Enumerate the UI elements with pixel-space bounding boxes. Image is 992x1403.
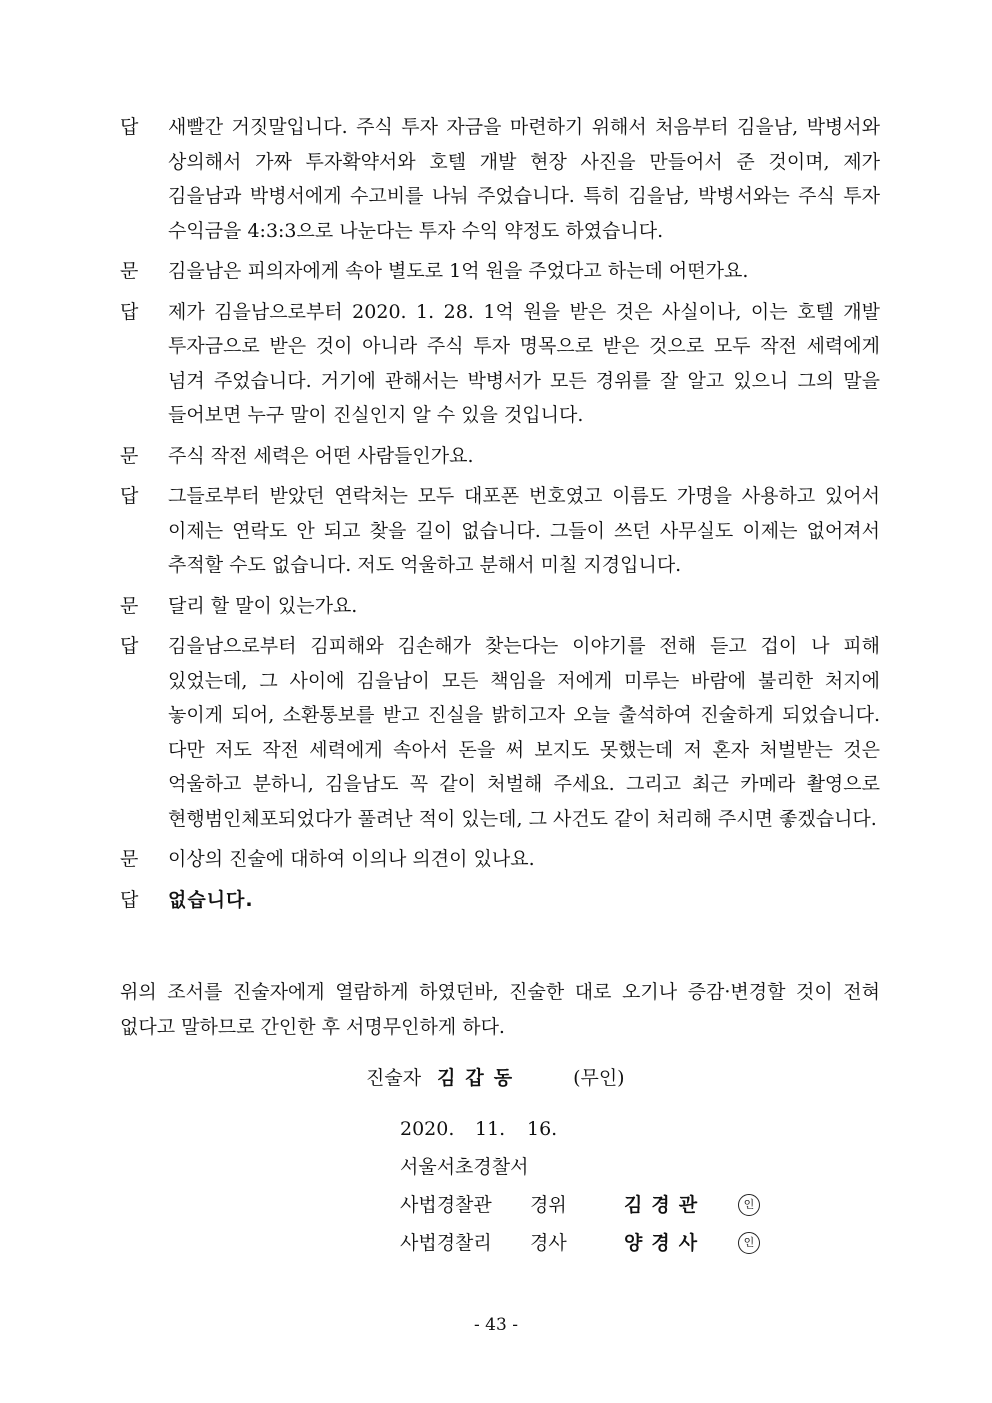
official-rank: 경사 xyxy=(530,1232,567,1254)
date-day: 16. xyxy=(527,1118,558,1140)
stater-label: 진술자 xyxy=(366,1067,422,1089)
question-text: 달리 할 말이 있는가요. xyxy=(168,594,358,617)
answer-label: 답 xyxy=(120,485,139,507)
qa-item-8 xyxy=(120,842,880,877)
seal-icon: 인 xyxy=(738,1232,760,1254)
police-station: 서울서초경찰서 xyxy=(400,1156,529,1178)
handwritten-answer: 없습니다. xyxy=(168,888,254,911)
question-text: 주식 작전 세력은 어떤 사람들인가요. xyxy=(168,444,474,467)
answer-label: 답 xyxy=(120,116,139,138)
answer-text: 김을남으로부터 김피해와 김손해가 찾는다는 이야기를 전해 듣고 겁이 나 피해 있었는데, 그 사이에 김을남이 모든 책임을 저에게 미루는 바람에 불리한 처지에 놓이게 되어, 소환통보를 받고 진실을 밝히고자 오늘 출석하여 진술하게 되었습니다. 다만 저도 작전 세력에게 속아서 돈을 써 보지도 못했는데 저 혼자 처벌받는 것은 억울하고 분하니, 김을남도 꼭 같이 처벌해 주세요. 그리고 최근 카메라 촬영으로 현행범인체포되었다가 풀려난 적이 있는데, 그 사건도 같이 처리해 주시면 좋겠습니다. xyxy=(168,635,880,830)
date-month: 11. xyxy=(475,1118,506,1140)
question-label: 문 xyxy=(120,260,139,282)
answer-label: 답 xyxy=(120,300,139,323)
qa-item-6 xyxy=(120,589,880,624)
qa-list xyxy=(120,110,880,923)
document-date xyxy=(400,1110,760,1148)
question-text: 김을남은 피의자에게 속아 별도로 1억 원을 주었다고 하는데 어떤가요. xyxy=(168,260,749,282)
seal-icon: 인 xyxy=(738,1194,760,1216)
official-role: 사법경찰리 xyxy=(400,1232,492,1254)
qa-item-9 xyxy=(120,883,880,918)
qa-item-4 xyxy=(120,439,880,474)
official-rank: 경위 xyxy=(530,1194,567,1216)
official-signature: 김경관 xyxy=(624,1194,707,1216)
officials-block xyxy=(400,1110,760,1262)
official-role: 사법경찰관 xyxy=(400,1194,492,1216)
thumbprint-mark: (무인) xyxy=(573,1067,625,1089)
qa-item-2 xyxy=(120,254,880,289)
answer-text: 새빨간 거짓말입니다. 주식 투자 자금을 마련하기 위해서 처음부터 김을남, 박병서와 상의해서 가짜 투자확약서와 호텔 개발 현장 사진을 만들어서 준 것이며, 제가 김을남과 박병서에게 수고비를 나눠 주었습니다. 특히 김을남, 박병서와는 주식 투자 수익금을 4:3:3으로 나눈다는 투자 수익 약정도 하였습니다. xyxy=(168,116,880,242)
qa-item-7 xyxy=(120,629,880,836)
answer-label: 답 xyxy=(120,635,139,657)
qa-item-1 xyxy=(120,110,880,248)
page-number: - 43 - xyxy=(474,1315,518,1335)
qa-item-5 xyxy=(120,479,880,583)
closing-statement: 위의 조서를 진술자에게 열람하게 하였던바, 진술한 대로 오기나 증감·변경할 것이 전혀 없다고 말하므로 간인한 후 서명무인하게 하다. xyxy=(120,981,880,1038)
official-signature: 양경사 xyxy=(624,1232,707,1254)
official-row xyxy=(400,1186,760,1224)
question-label: 문 xyxy=(120,444,139,467)
question-text: 이상의 진술에 대하여 이의나 의견이 있나요. xyxy=(168,848,535,870)
question-label: 문 xyxy=(120,594,139,617)
question-label: 문 xyxy=(120,848,139,870)
stater-signature-line xyxy=(366,1062,625,1094)
answer-text: 제가 김을남으로부터 2020. 1. 28. 1억 원을 받은 것은 사실이나, 이는 호텔 개발 투자금으로 받은 것이 아니라 주식 투자 명목으로 받은 것으로 모두 작전 세력에게 넘겨 주었습니다. 거기에 관해서는 박병서가 모든 경위를 잘 알고 있으니 그의 말을 들어보면 누구 말이 진실인지 알 수 있을 것입니다. xyxy=(168,300,880,426)
official-row xyxy=(400,1224,760,1262)
qa-item-3 xyxy=(120,295,880,433)
answer-text: 그들로부터 받았던 연락처는 모두 대포폰 번호였고 이름도 가명을 사용하고 있어서 이제는 연락도 안 되고 찾을 길이 없습니다. 그들이 쓰던 사무실도 이제는 없어져서 추적할 수도 없습니다. 저도 억울하고 분해서 미칠 지경입니다. xyxy=(168,485,880,576)
answer-label: 답 xyxy=(120,888,139,911)
stater-signature: 김갑동 xyxy=(437,1067,523,1089)
date-year: 2020. xyxy=(400,1118,455,1140)
